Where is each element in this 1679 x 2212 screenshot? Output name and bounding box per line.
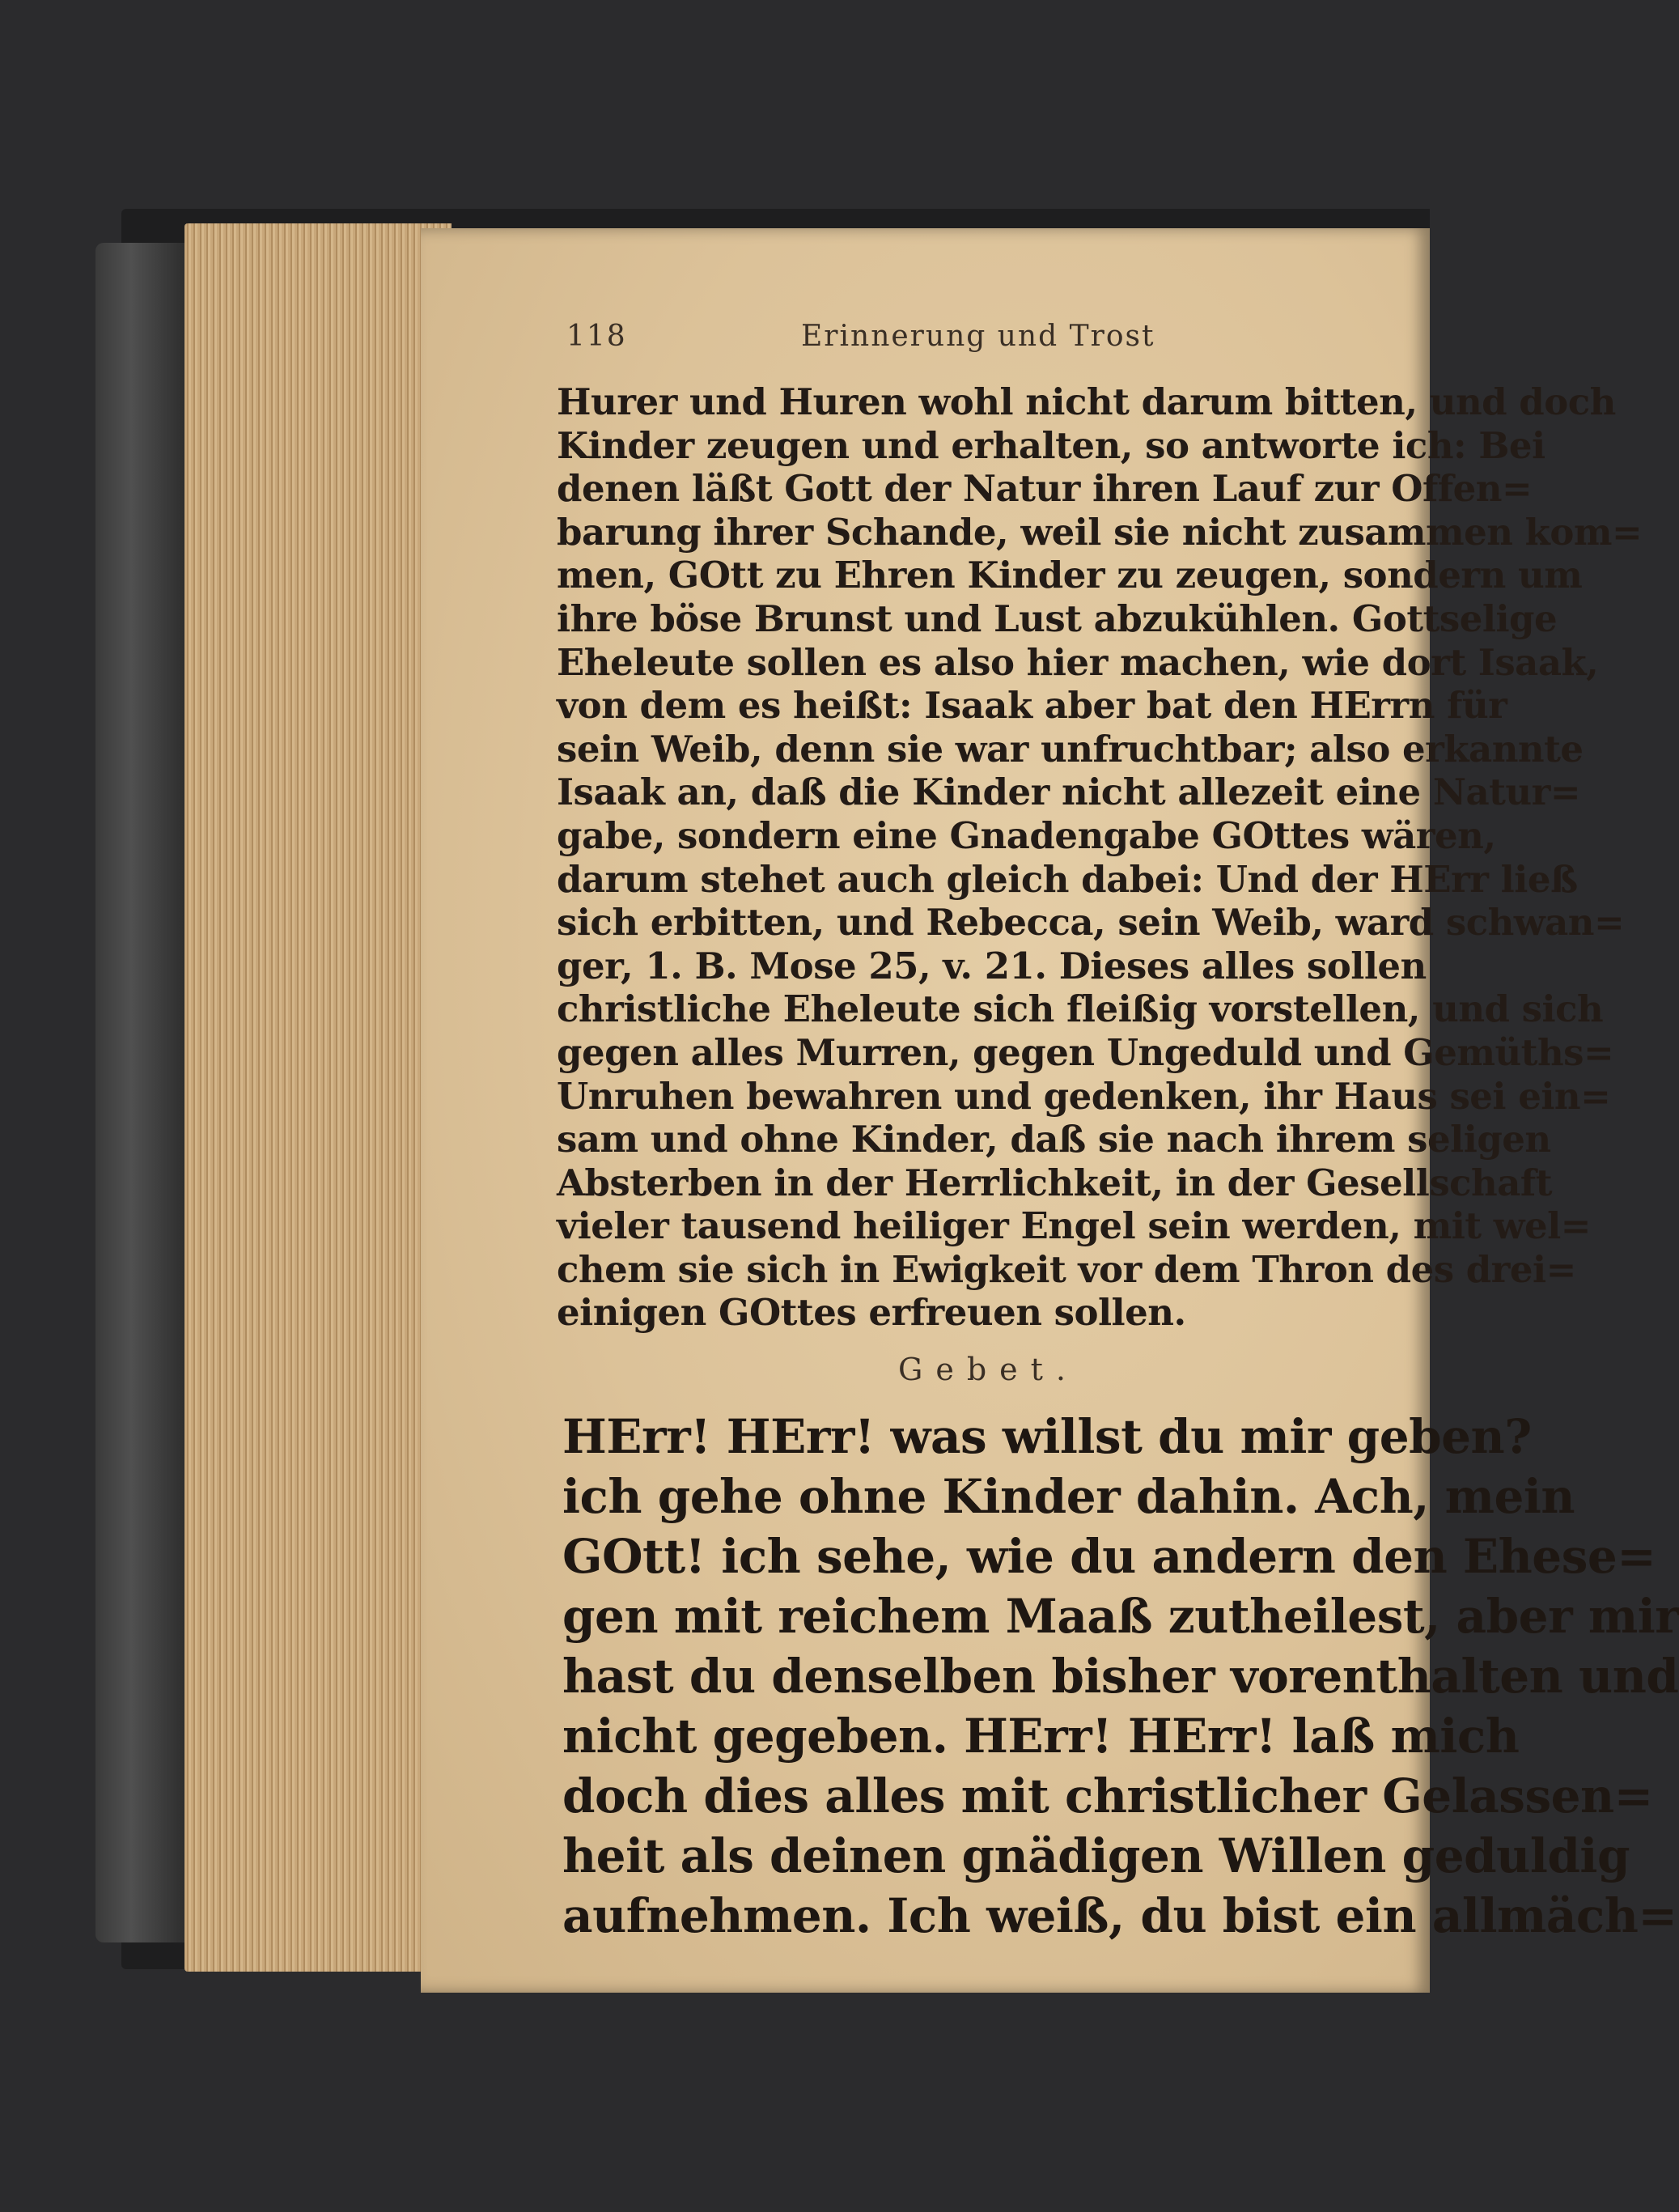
text-line: Kinder zeugen und erhalten, so antworte ich: Bei <box>557 423 1545 467</box>
text-line: vieler tausend heiliger Engel sein werden, mit wel= <box>557 1204 1591 1248</box>
text-line: Hurer und Huren wohl nicht darum bitten, und doch <box>557 380 1616 423</box>
prayer-line: hast du denselben bisher vorenthalten und <box>562 1649 1679 1704</box>
text-line: gegen alles Murren, gegen Ungeduld und Gemüths= <box>557 1030 1614 1074</box>
text-line: darum stehet auch gleich dabei: Und der HErr ließ <box>557 857 1578 901</box>
body-text <box>557 380 1643 1335</box>
prayer-line: doch dies alles mit christlicher Gelassen= <box>562 1768 1653 1824</box>
text-line: von dem es heißt: Isaak aber bat den HErrn für <box>557 684 1507 728</box>
text-line: Isaak an, daß die Kinder nicht allezeit eine Natur= <box>557 771 1581 814</box>
prayer-line: heit als deinen gnädigen Willen geduldig <box>562 1828 1630 1883</box>
text-line: ger, 1. B. Mose 25, v. 21. Dieses alles sollen <box>557 944 1427 987</box>
text-line: denen läßt Gott der Natur ihren Lauf zur Offen= <box>557 467 1533 511</box>
prayer-line: aufnehmen. Ich weiß, du bist ein allmäch= <box>562 1888 1677 1943</box>
prayer-line: nicht gegeben. HErr! HErr! laß mich <box>562 1709 1520 1764</box>
page-header <box>566 320 1376 360</box>
prayer-text <box>562 1407 1679 1946</box>
prayer-line: ich gehe ohne Kinder dahin. Ach, mein <box>562 1469 1575 1524</box>
text-line: barung ihrer Schande, weil sie nicht zusammen kom= <box>557 510 1643 554</box>
text-line-last: einigen GOttes erfreuen sollen. <box>557 1291 1186 1335</box>
prayer-line: HErr! HErr! was willst du mir geben? <box>562 1409 1532 1464</box>
section-title: Gebet. <box>898 1352 1079 1387</box>
text-line: Unruhen bewahren und gedenken, ihr Haus sei ein= <box>557 1074 1611 1118</box>
text-line: ihre böse Brunst und Lust abzukühlen. Gottselige <box>557 597 1558 640</box>
running-title: Erinnerung und Trost <box>801 320 1155 353</box>
text-line: sich erbitten, und Rebecca, sein Weib, ward schwan= <box>557 901 1625 945</box>
text-line: christliche Eheleute sich fleißig vorstellen, und sich <box>557 987 1604 1031</box>
text-line: sam und ohne Kinder, daß sie nach ihrem seligen <box>557 1118 1551 1161</box>
page-edges <box>184 223 452 1972</box>
book-spine <box>95 243 184 1942</box>
text-line: Eheleute sollen es also hier machen, wie dort Isaak, <box>557 640 1599 684</box>
text-line: men, GOtt zu Ehren Kinder zu zeugen, sondern um <box>557 554 1583 597</box>
text-line: sein Weib, denn sie war unfruchtbar; also erkannte <box>557 727 1584 771</box>
prayer-line: GOtt! ich sehe, wie du andern den Ehese= <box>562 1529 1656 1584</box>
prayer-line: gen mit reichem Maaß zutheilest, aber mir <box>562 1589 1679 1644</box>
text-line: Absterben in der Herrlichkeit, in der Gesellschaft <box>557 1161 1553 1204</box>
text-line: gabe, sondern eine Gnadengabe GOttes wären, <box>557 813 1496 857</box>
page-number: 118 <box>566 320 627 353</box>
text-line: chem sie sich in Ewigkeit vor dem Thron des drei= <box>557 1247 1576 1291</box>
